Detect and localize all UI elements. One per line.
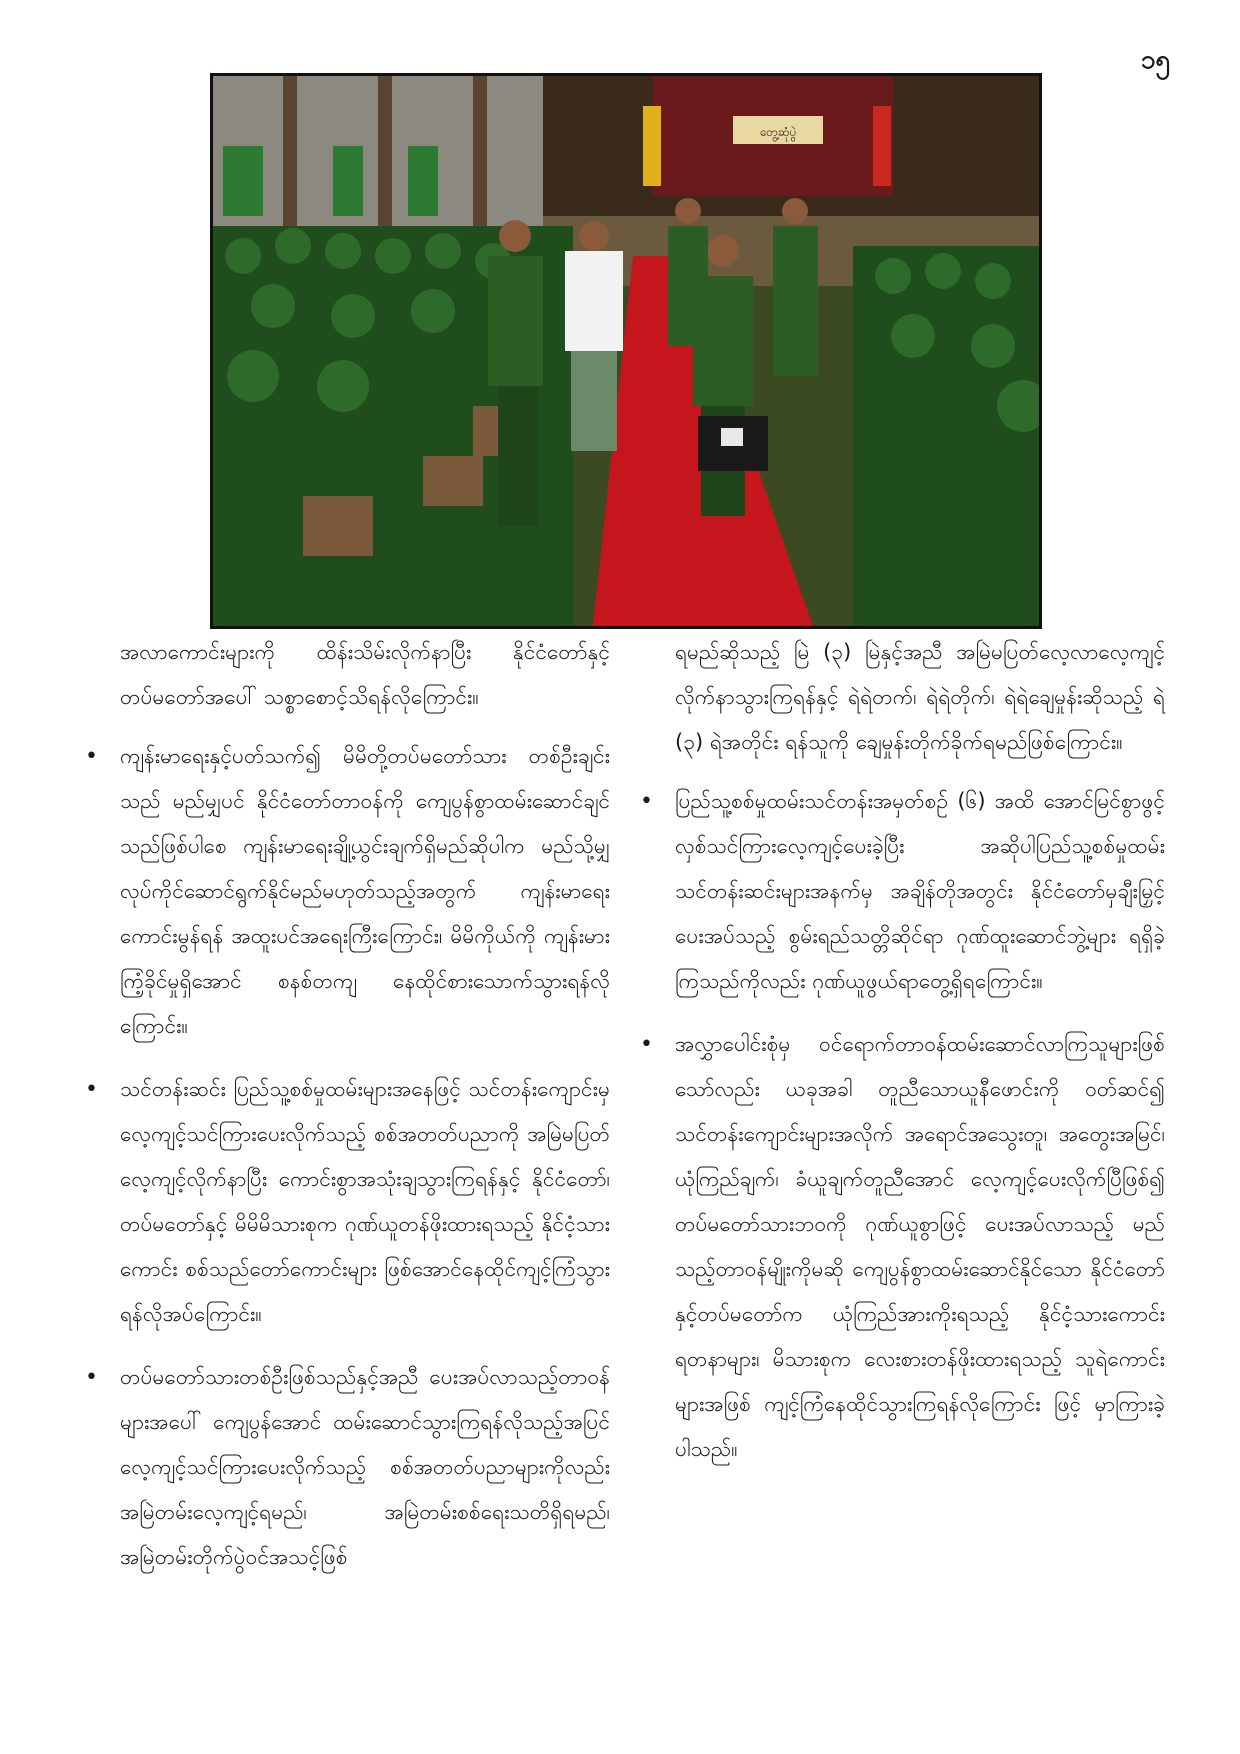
list-item [640, 779, 1165, 1004]
list-item-text: ကျန်းမာရေးနှင့်ပတ်သက်၍ မိမိတို့တပ်မတော်သား တစ်ဦးချင်းသည် မည်မျှပင် နိုင်ငံတော်တာဝန်ကို ကျေပွန်စွာထမ်းဆောင်ချင်သည်ဖြစ်ပါစေ ကျန်းမာရေးချို့ယွင်းချက်ရှိမည်ဆိုပါက မည်သို့မျှ လုပ်ကိုင်ဆောင်ရွက်နိုင်မည်မဟုတ်သည့်အတွက် ကျန်းမာရေးကောင်းမွန်ရန် အထူးပင်အရေးကြီးကြောင်း၊ မိမိကိုယ်ကို ကျန်းမားကြံ့ခိုင်မှုရှိအောင် စနစ်တကျ နေထိုင်စားသောက်သွားရန်လိုကြောင်း။ [120, 744, 610, 1038]
banner-text: တွေ့ဆုံပွဲ [759, 125, 797, 139]
list-item-text: သင်တန်းဆင်း ပြည်သူ့စစ်မှုထမ်းများအနေဖြင့် သင်တန်းကျောင်းမှလေ့ကျင့်သင်ကြားပေးလိုက်သည့် စစ်အတတ်ပညာကို အမြဲမပြတ်လေ့ကျင့်လိုက်နာပြီး ကောင်းစွာအသုံးချသွားကြရန်နှင့် နိုင်ငံတော်၊ တပ်မတော်နှင့် မိမိမိသားစုက ဂုဏ်ယူတန်ဖိုးထားရသည့် နိုင်ငံ့သားကောင်း စစ်သည်တော်ကောင်းများ ဖြစ်အောင်နေထိုင်ကျင့်ကြံသွားရန်လိုအပ်ကြောင်း။ [120, 1077, 610, 1326]
list-item [85, 1067, 610, 1337]
left-bullet-list [85, 734, 610, 1580]
list-item-text: တပ်မတော်သားတစ်ဦးဖြစ်သည်နှင့်အညီ ပေးအပ်လာသည့်တာဝန်များအပေါ် ကျေပွန်အောင် ထမ်းဆောင်သွားကြရန်လိုသည့်အပြင် လေ့ကျင့်သင်ကြားပေးလိုက်သည့် စစ်အတတ်ပညာများကိုလည်း အမြဲတမ်းလေ့ကျင့်ရမည်၊ အမြဲတမ်းစစ်ရေးသတိရှိရမည်၊ အမြဲတမ်းတိုက်ပွဲဝင်အသင့်ဖြစ် [120, 1365, 610, 1569]
list-item-text: ပြည်သူ့စစ်မှုထမ်းသင်တန်းအမှတ်စဉ် (၆) အထိ အောင်မြင်စွာဖွင့်လှစ်သင်ကြားလေ့ကျင့်ပေးခဲ့ပြီး အဆိုပါပြည်သူ့စစ်မှုထမ်းသင်တန်းဆင်းများအနက်မှ အချိန်တိုအတွင်း နိုင်ငံတော်မှချီးမြှင့်ပေးအပ်သည့် စွမ်းရည်သတ္တိဆိုင်ရာ ဂုဏ်ထူးဆောင်ဘွဲ့များ ရရှိခဲ့ကြသည်ကိုလည်း ဂုဏ်ယူဖွယ်ရာတွေ့ရှိရကြောင်း။ [675, 789, 1165, 993]
list-item [85, 734, 610, 1049]
bullet-icon: • [640, 789, 653, 814]
bullet-icon: • [85, 1077, 98, 1102]
right-column [640, 630, 1165, 1490]
list-item [640, 1022, 1165, 1472]
bullet-icon: • [85, 744, 98, 769]
ceremony-photo [210, 73, 1042, 629]
list-item-text: အလွှာပေါင်းစုံမှ ဝင်ရောက်တာဝန်ထမ်းဆောင်လာကြသူများဖြစ်သော်လည်း ယခုအခါ တူညီသောယူနီဖောင်းကို ဝတ်ဆင်၍ သင်တန်းကျောင်းများအလိုက် အရောင်အသွေးတူ၊ အတွေးအမြင်၊ ယုံကြည်ချက်၊ ခံယူချက်တူညီအောင် လေ့ကျင့်ပေးလိုက်ပြီဖြစ်၍ တပ်မတော်သားဘဝကို ဂုဏ်ယူစွာဖြင့် ပေးအပ်လာသည့် မည်သည့်တာဝန်မျိုးကိုမဆို ကျေပွန်စွာထမ်းဆောင်နိုင်သော နိုင်ငံတော်နှင့်တပ်မတော်က ယုံကြည်အားကိုးရသည့် နိုင်ငံ့သားကောင်းရတနာများ၊ မိသားစုက လေးစားတန်ဖိုးထားရသည့် သူရဲကောင်းများအဖြစ် ကျင့်ကြံနေထိုင်သွားကြရန်လိုကြောင်း ဖြင့် မှာကြားခဲ့ပါသည်။ [675, 1032, 1165, 1461]
bullet-icon: • [640, 1032, 653, 1057]
left-column [85, 630, 610, 1598]
right-bullet-list [640, 779, 1165, 1472]
ceremony-photo-icon [213, 76, 1039, 626]
bullet-icon: • [85, 1365, 98, 1390]
left-intro-text: အလာကောင်းများကို ထိန်းသိမ်းလိုက်နာပြီး နိုင်ငံတော်နှင့်တပ်မတော်အပေါ် သစ္စာစောင့်သိရန်လိုကြောင်း။ [120, 640, 610, 709]
page-number: ၁၅ [1140, 45, 1170, 75]
list-item [85, 1355, 610, 1580]
right-intro-text: ရမည်ဆိုသည့် မြဲ (၃) မြဲနှင့်အညီ အမြဲမပြတ်လေ့လာလေ့ကျင့်လိုက်နာသွားကြရန်နှင့် ရဲရဲတက်၊ ရဲရဲတိုက်၊ ရဲရဲချေမှုန်းဆိုသည့် ရဲ (၃) ရဲအတိုင်း ရန်သူကို ချေမှုန်းတိုက်ခိုက်ရမည်ဖြစ်ကြောင်း။ [675, 640, 1165, 754]
